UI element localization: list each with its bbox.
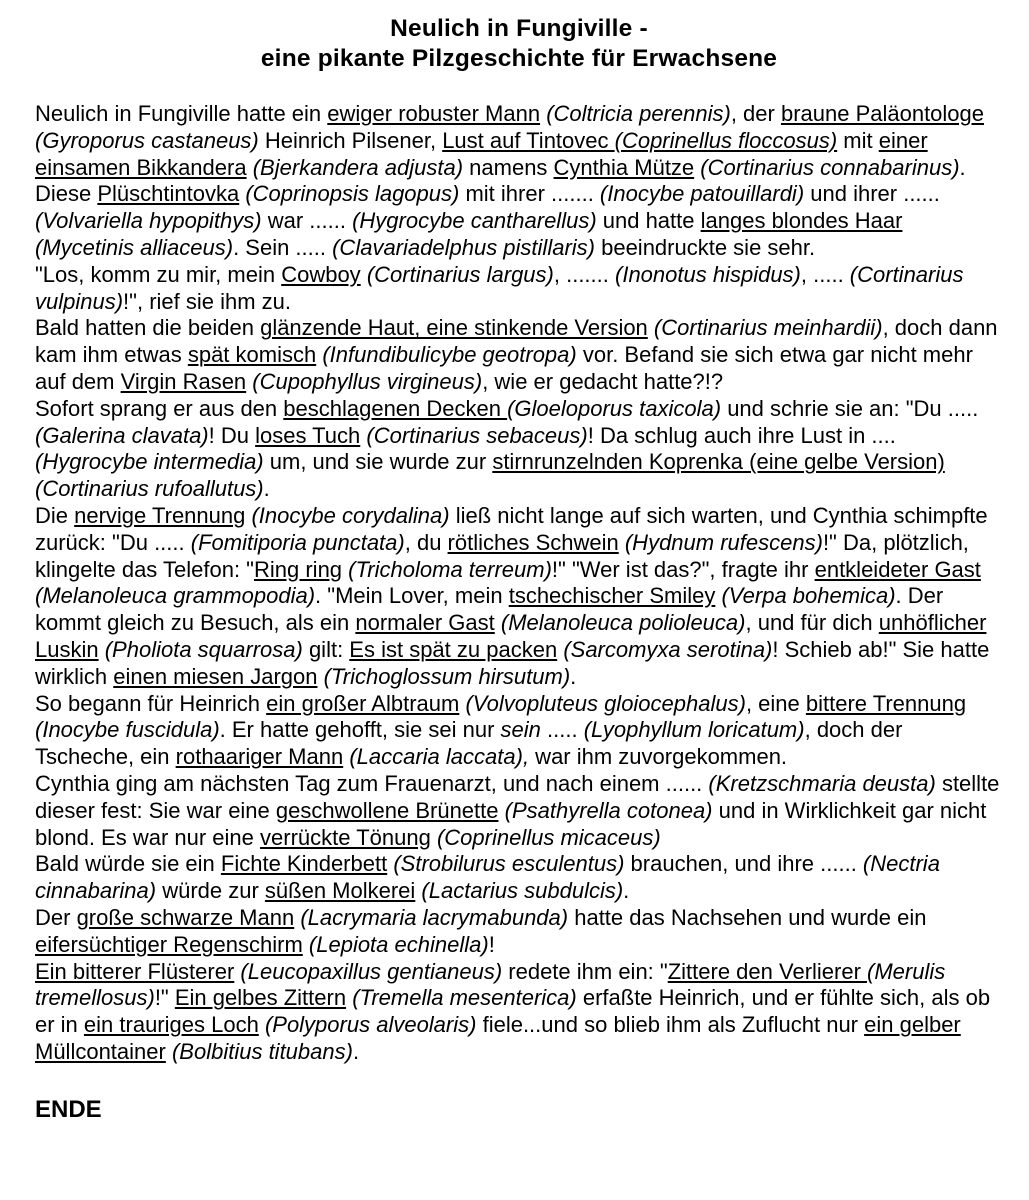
text-run: (Hygrocybe cantharellus) — [352, 208, 597, 234]
paragraph — [35, 503, 1003, 691]
text-run: war ihm zuvorgekommen. — [529, 744, 788, 770]
text-run: (Lyophyllum loricatum) — [583, 717, 805, 743]
text-run: , eine — [745, 690, 806, 716]
text-run: (Tricholoma terreum) — [348, 556, 552, 582]
text-run: , und für dich — [745, 610, 879, 636]
text-run: . — [959, 154, 966, 180]
text-run: (Melanoleuca grammopodia) — [35, 583, 316, 609]
text-run: (Coprinopsis lagopus) — [245, 181, 460, 207]
text-run: , doch der Tscheche, ein — [35, 717, 903, 770]
text-run: Ring ring — [254, 556, 343, 582]
paragraph — [35, 315, 1003, 395]
text-run: süßen Molkerei — [264, 878, 416, 904]
text-run: , wie er gedacht hatte?!? — [482, 368, 724, 394]
text-run: So begann für Heinrich — [35, 690, 267, 716]
paragraph — [35, 851, 1003, 905]
text-run: fiele...und so blieb ihm als Zuflucht nur — [476, 1012, 865, 1038]
text-run: namens — [463, 154, 554, 180]
text-run: (Volvariella hypopithys) — [35, 208, 262, 234]
text-run: (Nectria cinnabarina) — [35, 851, 940, 904]
paragraph — [35, 905, 1003, 959]
text-run: große schwarze Mann — [76, 904, 295, 930]
text-run: (Cortinarius rufoallutus) — [35, 476, 264, 502]
text-run: . — [263, 476, 270, 502]
text-run: (Psathyrella cotonea) — [504, 797, 713, 823]
text-run: geschwollene Brünette — [275, 797, 499, 823]
text-run: Es ist spät zu packen — [349, 636, 558, 662]
text-run: !", rief sie ihm zu. — [123, 288, 292, 314]
text-run: um, und sie wurde zur — [263, 449, 493, 475]
text-run: (Tremella mesenterica) — [352, 985, 577, 1011]
text-run: . — [352, 1038, 360, 1064]
text-run: ein gelber Müllcontainer — [35, 1012, 961, 1064]
text-run: ein großer Albtraum — [266, 690, 460, 716]
ende-label: ENDE — [35, 1095, 102, 1123]
text-run: , der — [730, 101, 781, 126]
text-run: Ein bitterer Flüsterer — [35, 958, 235, 984]
text-run: würde zur — [156, 878, 265, 904]
text-run: (Cortinarius meinhardii) — [653, 315, 883, 341]
text-run: (Merulis tremellosus) — [35, 958, 946, 1011]
text-run: Bald würde sie ein — [35, 851, 221, 877]
text-run: (Coltricia perennis) — [546, 101, 731, 126]
text-run: eifersüchtiger Regenschirm — [35, 931, 303, 957]
text-run: glänzende Haut, eine stinkende Version — [260, 315, 648, 341]
text-run: Der — [35, 904, 77, 930]
text-run: Diese — [35, 181, 98, 207]
paragraph — [35, 181, 1003, 261]
text-run: (Cupophyllus virgineus) — [252, 368, 483, 394]
text-run: (Trichoglossum hirsutum) — [323, 663, 571, 689]
text-run: ! Du — [208, 422, 256, 448]
text-run: stirnrunzelnden Koprenka (eine gelbe Version) — [492, 449, 945, 475]
text-run: einer einsamen Bikkandera — [35, 127, 928, 180]
text-run: brauchen, und ihre ...... — [624, 851, 863, 877]
text-run: tschechischer Smiley — [508, 583, 716, 609]
text-run: (Cortinarius connabarinus) — [700, 154, 960, 180]
text-run: loses Tuch — [255, 422, 361, 448]
text-run: Die — [35, 502, 75, 528]
paragraph — [35, 396, 1003, 503]
text-run: Plüschtintovka — [97, 181, 240, 207]
text-run: (Coprinellus floccosus) — [614, 127, 838, 153]
text-run: (Galerina clavata) — [35, 422, 209, 448]
text-run: spät komisch — [187, 342, 317, 368]
text-run: und schrie sie an: "Du ..... — [721, 395, 979, 421]
text-run: einen miesen Jargon — [113, 663, 318, 689]
text-run: (Inocybe corydalina) — [251, 502, 450, 528]
text-run: Neulich in Fungiville hatte ein — [35, 101, 328, 126]
text-run: !" — [154, 985, 175, 1011]
text-run: ! Da schlug auch ihre Lust in .... — [587, 422, 896, 448]
text-run: (Cortinarius vulpinus) — [35, 261, 964, 314]
paragraph — [35, 262, 1003, 316]
text-run: beschlagenen Decken — [283, 395, 508, 421]
title-line-1: Neulich in Fungiville - — [390, 15, 648, 42]
text-run: beeindruckte sie sehr. — [594, 234, 816, 260]
text-run: (Kretzschmaria deusta) — [708, 770, 936, 796]
title-line-2: eine pikante Pilzgeschichte für Erwachsene — [260, 45, 778, 72]
text-run: . — [623, 878, 630, 904]
text-run: und ihrer ...... — [804, 181, 940, 207]
text-run: (Inocybe fuscidula) — [35, 717, 220, 743]
text-run: Virgin Rasen — [120, 368, 247, 394]
text-run: entkleideter Gast — [814, 556, 981, 582]
text-run: . Er hatte gehofft, sie sei nur — [219, 717, 501, 743]
text-run: (Lepiota echinella) — [308, 931, 489, 957]
text-run: (Infundibulicybe geotropa) — [322, 342, 577, 368]
story-body — [35, 101, 1003, 1066]
text-run: ! Schieb ab!" Sie hatte wirklich — [35, 636, 990, 689]
text-run: und in Wirklichkeit gar nicht blond. Es war nur eine — [35, 797, 987, 850]
text-run: Lust auf Tintovec — [442, 127, 615, 153]
text-run: war ...... — [261, 208, 353, 234]
text-run: stellte dieser fest: Sie war eine — [35, 770, 1000, 823]
text-run: (Pholiota squarrosa) — [104, 636, 303, 662]
text-run: unhöflicher Luskin — [35, 610, 987, 662]
text-run: ließ nicht lange auf sich warten, und Cynthia schimpfte zurück: "Du ..... — [35, 502, 988, 555]
text-run: hatte das Nachsehen und wurde ein — [568, 904, 927, 930]
text-run: Ein gelbes Zittern — [174, 985, 347, 1011]
text-run: rötliches Schwein — [447, 529, 619, 555]
text-run: , du — [404, 529, 448, 555]
text-run: (Hygrocybe intermedia) — [35, 449, 264, 475]
text-run: , ..... — [800, 261, 850, 287]
text-run: !" Da, plötzlich, klingelte das Telefon: " — [35, 529, 969, 582]
text-run: (Lacrymaria lacrymabunda) — [300, 904, 569, 930]
text-run: ewiger robuster Mann — [327, 101, 541, 126]
text-run: , doch dann kam ihm etwas — [35, 315, 998, 368]
text-run: nervige Trennung — [74, 502, 246, 528]
text-run: , ....... — [553, 261, 615, 287]
text-run: ! — [488, 931, 495, 957]
text-run: "Los, komm zu mir, mein — [35, 261, 282, 287]
text-run: braune Paläontologe — [780, 101, 985, 126]
text-run: . — [570, 663, 577, 689]
text-run: Zittere den Verlierer — [667, 958, 868, 984]
paragraph — [35, 959, 1003, 1066]
text-run: redete ihm ein: " — [502, 958, 668, 984]
text-run: (Inonotus hispidus) — [615, 261, 801, 287]
text-run: mit — [837, 127, 879, 153]
text-run: (Cortinarius sebaceus) — [366, 422, 588, 448]
text-run: (Volvopluteus gloiocephalus) — [465, 690, 746, 716]
text-run: ..... — [540, 717, 584, 743]
text-run: (Laccaria laccata), — [349, 744, 530, 770]
text-run: . Der kommt gleich zu Besuch, als ein — [35, 583, 944, 636]
text-run: vor. Befand sie sich etwa gar nicht mehr auf dem — [35, 342, 973, 394]
text-run: . Sein ..... — [233, 234, 333, 260]
text-run: (Gloeloporus taxicola) — [507, 395, 722, 421]
text-run: (Sarcomyxa serotina) — [563, 636, 773, 662]
text-run: Cowboy — [281, 261, 361, 287]
text-run: (Lactarius subdulcis) — [421, 878, 624, 904]
text-run: Fichte Kinderbett — [220, 851, 388, 877]
text-run: (Clavariadelphus pistillaris) — [332, 234, 595, 260]
paragraph — [35, 771, 1003, 851]
text-run: bittere Trennung — [805, 690, 967, 716]
text-run: (Leucopaxillus gentianeus) — [240, 958, 503, 984]
text-run: (Strobilurus esculentus) — [393, 851, 625, 877]
text-run: (Cortinarius largus) — [366, 261, 554, 287]
paragraph — [35, 101, 1003, 181]
text-run: und hatte — [596, 208, 701, 234]
text-run: Bald hatten die beiden — [35, 315, 261, 341]
text-run: (Inocybe patouillardi) — [599, 181, 805, 207]
text-run: (Melanoleuca polioleuca) — [500, 610, 746, 636]
text-run: ein trauriges Loch — [83, 1012, 259, 1038]
text-run: erfaßte Heinrich, und er fühlte sich, als ob er in — [35, 985, 991, 1038]
text-run: normaler Gast — [355, 610, 495, 636]
text-run: (Hydnum rufescens) — [624, 529, 823, 555]
text-run: mit ihrer ....... — [459, 181, 600, 207]
text-run: Cynthia ging am nächsten Tag zum Frauenarzt, und nach einem ...... — [35, 770, 709, 796]
text-run: (Bolbitius titubans) — [171, 1038, 353, 1064]
document-title — [35, 14, 1003, 74]
text-run: !" "Wer ist das?", fragte ihr — [551, 556, 815, 582]
text-run: rothaariger Mann — [175, 744, 344, 770]
paragraph — [35, 691, 1003, 771]
text-run: verrückte Tönung — [260, 824, 431, 850]
text-run: (Gyroporus castaneus) — [35, 127, 259, 153]
text-run: langes blondes Haar — [700, 208, 903, 234]
text-run: . "Mein Lover, mein — [315, 583, 509, 609]
text-run: Cynthia Mütze — [553, 154, 695, 180]
text-run: sein — [500, 717, 541, 743]
text-run: (Polyporus alveolaris) — [264, 1012, 477, 1038]
text-run: (Fomitiporia punctata) — [190, 529, 405, 555]
text-run: (Mycetinis alliaceus) — [35, 234, 234, 260]
text-run: Sofort sprang er aus den — [35, 395, 284, 421]
text-run: (Coprinellus micaceus) — [436, 824, 661, 850]
text-run: (Bjerkandera adjusta) — [252, 154, 464, 180]
text-run: gilt: — [302, 636, 350, 662]
text-run: (Verpa bohemica) — [721, 583, 896, 609]
text-run: Heinrich Pilsener, — [258, 127, 443, 153]
